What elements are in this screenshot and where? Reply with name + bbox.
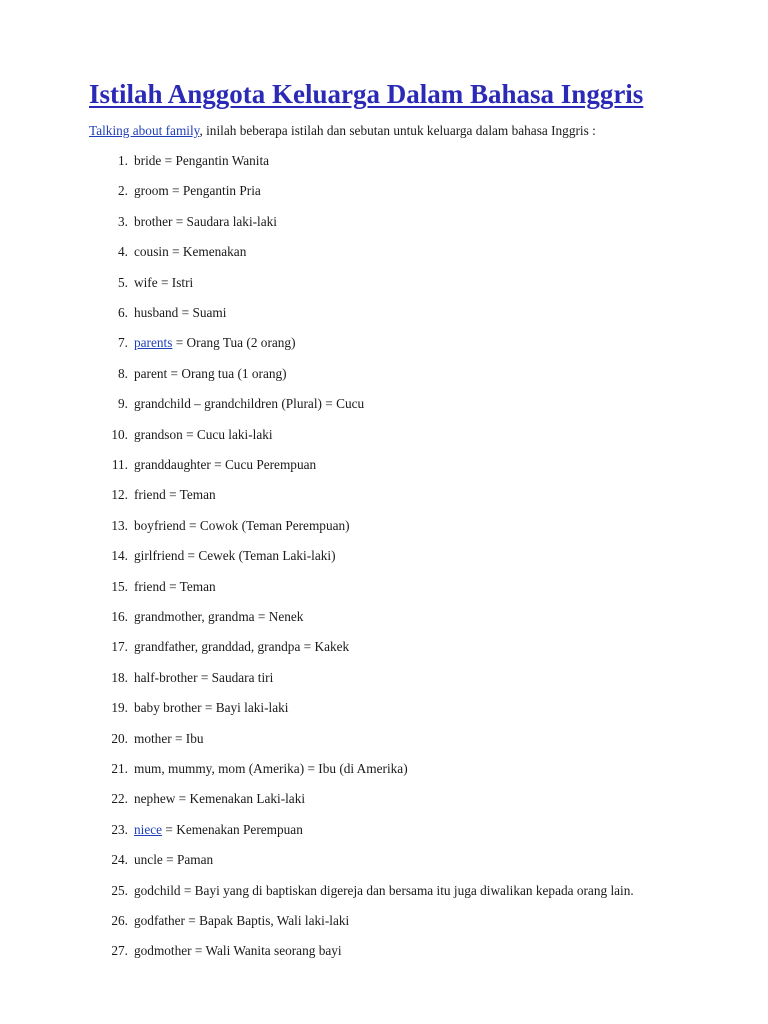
list-item-number: 17. bbox=[111, 639, 128, 655]
list-item bbox=[0, 912, 768, 930]
list-item bbox=[0, 334, 768, 352]
list-item-text bbox=[134, 760, 408, 778]
list-item bbox=[0, 821, 768, 839]
list-item-number: 27. bbox=[111, 943, 128, 959]
term-definition: bride = Pengantin Wanita bbox=[134, 153, 270, 168]
list-item bbox=[0, 851, 768, 869]
list-item bbox=[0, 882, 768, 900]
list-item-text bbox=[134, 274, 193, 292]
intro-text: , inilah beberapa istilah dan sebutan untuk keluarga dalam bahasa Inggris : bbox=[199, 123, 596, 138]
list-item-number: 6. bbox=[118, 305, 128, 320]
list-item bbox=[0, 760, 768, 778]
list-item bbox=[0, 486, 768, 504]
list-item-number: 26. bbox=[111, 913, 128, 928]
term-definition: baby brother = Bayi laki-laki bbox=[134, 700, 289, 716]
list-item-text bbox=[134, 547, 336, 565]
list-item-number: 13. bbox=[111, 517, 128, 533]
list-item bbox=[0, 304, 768, 322]
list-item-number: 5. bbox=[118, 274, 128, 290]
term-definition: godmother = Wali Wanita seorang bayi bbox=[134, 943, 342, 959]
page-title bbox=[89, 76, 643, 112]
list-item bbox=[0, 578, 768, 596]
list-item bbox=[0, 213, 768, 231]
list-item-number: 23. bbox=[111, 821, 128, 837]
list-item bbox=[0, 547, 768, 565]
term-definition: parent = Orang tua (1 orang) bbox=[134, 365, 287, 381]
list-item-text bbox=[134, 365, 287, 383]
list-item-text bbox=[134, 821, 303, 839]
list-item-number: 24. bbox=[111, 852, 128, 868]
list-item bbox=[0, 730, 768, 748]
term-definition: uncle = Paman bbox=[134, 852, 214, 868]
list-item-text bbox=[134, 882, 634, 900]
list-item-number: 25. bbox=[111, 882, 128, 898]
list-item-text bbox=[134, 395, 364, 413]
term-link[interactable]: parents bbox=[134, 335, 173, 351]
term-definition: granddaughter = Cucu Perempuan bbox=[134, 457, 317, 472]
term-definition: godfather = Bapak Baptis, Wali laki-laki bbox=[134, 913, 350, 928]
term-definition: husband = Suami bbox=[134, 305, 227, 320]
list-item bbox=[0, 517, 768, 535]
list-item bbox=[0, 669, 768, 687]
list-item-number: 22. bbox=[111, 791, 128, 807]
term-link[interactable]: niece bbox=[134, 821, 163, 837]
list-item bbox=[0, 426, 768, 444]
list-item-text bbox=[134, 182, 261, 200]
list-item bbox=[0, 790, 768, 808]
term-definition: friend = Teman bbox=[134, 487, 216, 503]
term-definition: cousin = Kemenakan bbox=[134, 244, 247, 260]
term-definition: mother = Ibu bbox=[134, 730, 204, 746]
list-item-text bbox=[134, 851, 213, 869]
list-item-number: 18. bbox=[111, 669, 128, 685]
list-item-text bbox=[134, 699, 288, 717]
list-item-text bbox=[134, 912, 349, 930]
term-definition: girlfriend = Cewek (Teman Laki-laki) bbox=[134, 548, 336, 564]
list-item-number: 14. bbox=[111, 548, 128, 564]
list-item-number: 9. bbox=[118, 396, 128, 412]
term-definition: mum, mummy, mom (Amerika) = Ibu (di Amerika) bbox=[134, 761, 408, 776]
list-item-text bbox=[134, 669, 273, 687]
list-item bbox=[0, 395, 768, 413]
term-definition: boyfriend = Cowok (Teman Perempuan) bbox=[134, 517, 350, 533]
list-item-number: 3. bbox=[118, 213, 128, 229]
list-item-text bbox=[134, 486, 216, 504]
list-item-number: 8. bbox=[118, 365, 128, 381]
list-item bbox=[0, 182, 768, 200]
list-item-number: 2. bbox=[118, 183, 128, 199]
title-link[interactable]: Istilah Anggota Keluarga Dalam Bahasa Inggris bbox=[89, 79, 644, 109]
list-item bbox=[0, 638, 768, 656]
list-item-text bbox=[134, 456, 316, 474]
term-definition: friend = Teman bbox=[134, 578, 216, 594]
term-definition: = Orang Tua (2 orang) bbox=[172, 335, 296, 351]
term-definition: wife = Istri bbox=[134, 274, 194, 290]
list-item-text bbox=[134, 730, 204, 748]
list-item-number: 15. bbox=[111, 578, 128, 594]
term-definition: godchild = Bayi yang di baptiskan digereja dan bersama itu juga diwalikan kepada orang lain. bbox=[134, 882, 634, 898]
term-definition: grandchild – grandchildren (Plural) = Cucu bbox=[134, 396, 365, 412]
list-item-text bbox=[134, 304, 226, 322]
list-item-text bbox=[134, 638, 349, 656]
list-item-number: 10. bbox=[111, 426, 128, 442]
list-item-number: 16. bbox=[111, 609, 128, 624]
list-item-text bbox=[134, 790, 305, 808]
list-item-number: 21. bbox=[111, 761, 128, 776]
list-item-number: 19. bbox=[111, 700, 128, 716]
list-item bbox=[0, 243, 768, 261]
list-item-number: 20. bbox=[111, 730, 128, 746]
list-item-text bbox=[134, 517, 350, 535]
term-definition: grandson = Cucu laki-laki bbox=[134, 426, 273, 442]
list-item-text bbox=[134, 213, 277, 231]
list-item bbox=[0, 942, 768, 960]
list-item-number: 11. bbox=[111, 457, 128, 472]
term-definition: = Kemenakan Perempuan bbox=[162, 821, 303, 837]
list-item bbox=[0, 699, 768, 717]
list-item-text bbox=[134, 334, 296, 352]
term-definition: brother = Saudara laki-laki bbox=[134, 213, 277, 229]
term-definition: groom = Pengantin Pria bbox=[134, 183, 261, 199]
list-item-number: 1. bbox=[118, 153, 128, 168]
intro-link[interactable]: Talking about family bbox=[89, 123, 200, 138]
list-item bbox=[0, 608, 768, 626]
list-item-text bbox=[134, 578, 216, 596]
list-item-number: 12. bbox=[111, 487, 128, 503]
list-item bbox=[0, 365, 768, 383]
term-definition: grandmother, grandma = Nenek bbox=[134, 609, 304, 624]
term-definition: nephew = Kemenakan Laki-laki bbox=[134, 791, 306, 807]
term-definition: half-brother = Saudara tiri bbox=[134, 669, 274, 685]
intro-paragraph bbox=[89, 122, 596, 140]
list-item-text bbox=[134, 942, 342, 960]
list-item bbox=[0, 274, 768, 292]
list-item-number: 7. bbox=[118, 335, 128, 351]
list-item-text bbox=[134, 152, 269, 170]
list-item-text bbox=[134, 243, 246, 261]
list-item bbox=[0, 456, 768, 474]
list-item-text bbox=[134, 608, 303, 626]
term-definition: grandfather, granddad, grandpa = Kakek bbox=[134, 639, 350, 655]
list-item-number: 4. bbox=[118, 244, 128, 260]
list-item-text bbox=[134, 426, 273, 444]
list-item bbox=[0, 152, 768, 170]
